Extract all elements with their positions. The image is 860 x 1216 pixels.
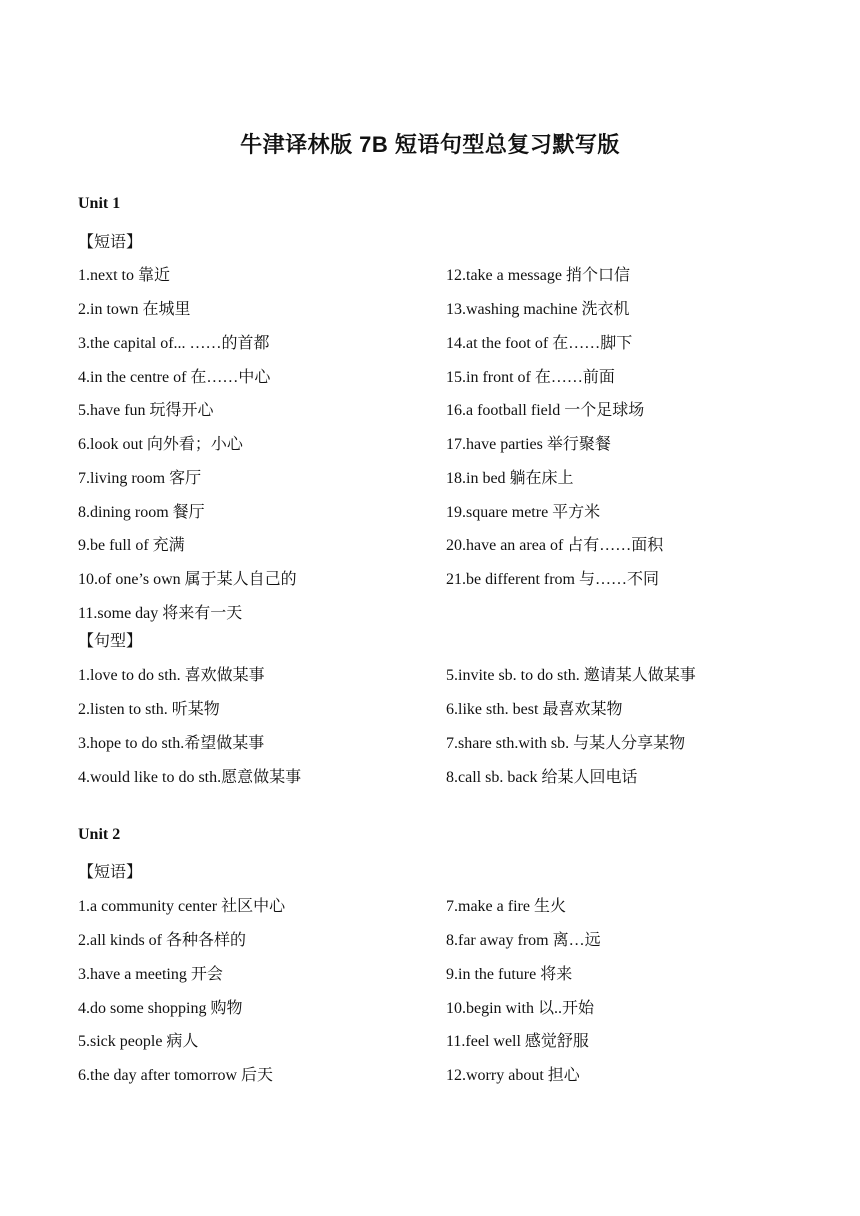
phrase-item: 19.square metre 平方米 bbox=[446, 504, 601, 521]
phrase-item: 4.in the centre of 在……中心 bbox=[78, 369, 271, 386]
phrase-item: 13.washing machine 洗衣机 bbox=[446, 301, 630, 318]
unit-1-phrases-label: 【短语】 bbox=[78, 234, 143, 251]
phrase-item: 7.living room 客厅 bbox=[78, 470, 202, 487]
sentence-row bbox=[78, 730, 798, 754]
phrase-row bbox=[78, 296, 798, 320]
sentence-item: 8.call sb. back 给某人回电话 bbox=[446, 769, 638, 786]
phrase-item: 16.a football field 一个足球场 bbox=[446, 402, 645, 419]
phrase-item: 20.have an area of 占有……面积 bbox=[446, 537, 664, 554]
sentence-item: 1.love to do sth. 喜欢做某事 bbox=[78, 667, 265, 684]
phrase-item: 12.worry about 担心 bbox=[446, 1067, 580, 1084]
phrase-item: 15.in front of 在……前面 bbox=[446, 369, 615, 386]
phrase-item: 18.in bed 躺在床上 bbox=[446, 470, 574, 487]
phrase-item: 2.in town 在城里 bbox=[78, 301, 191, 318]
unit-1-sentences-label: 【句型】 bbox=[78, 633, 143, 650]
phrase-item: 1.next to 靠近 bbox=[78, 267, 170, 284]
phrase-item: 7.make a fire 生火 bbox=[446, 898, 566, 915]
phrase-item: 11.some day 将来有一天 bbox=[78, 605, 243, 622]
phrase-item: 14.at the foot of 在……脚下 bbox=[446, 335, 633, 352]
unit-2-phrases-label: 【短语】 bbox=[78, 864, 143, 881]
sentence-item: 4.would like to do sth.愿意做某事 bbox=[78, 769, 302, 786]
phrase-item: 9.in the future 将来 bbox=[446, 966, 573, 983]
phrase-row bbox=[78, 364, 798, 388]
phrase-row bbox=[78, 1062, 798, 1086]
phrase-item: 6.the day after tomorrow 后天 bbox=[78, 1067, 274, 1084]
phrase-row bbox=[78, 532, 798, 556]
phrase-item: 5.sick people 病人 bbox=[78, 1033, 199, 1050]
phrase-item: 4.do some shopping 购物 bbox=[78, 1000, 243, 1017]
phrase-row bbox=[78, 961, 798, 985]
phrase-item: 2.all kinds of 各种各样的 bbox=[78, 932, 246, 949]
phrase-item: 11.feel well 感觉舒服 bbox=[446, 1033, 589, 1050]
phrase-row bbox=[78, 499, 798, 523]
phrase-item: 6.look out 向外看；小心 bbox=[78, 436, 243, 453]
sentence-row bbox=[78, 764, 798, 788]
phrase-row bbox=[78, 397, 798, 421]
unit-2-heading: Unit 2 bbox=[78, 826, 121, 843]
sentence-item: 5.invite sb. to do sth. 邀请某人做某事 bbox=[446, 667, 696, 684]
phrase-row bbox=[78, 566, 798, 590]
phrase-item: 3.the capital of... ……的首都 bbox=[78, 335, 270, 352]
sentence-item: 7.share sth.with sb. 与某人分享某物 bbox=[446, 735, 686, 752]
sentence-item: 6.like sth. best 最喜欢某物 bbox=[446, 701, 623, 718]
phrase-row bbox=[78, 465, 798, 489]
sentence-row bbox=[78, 662, 798, 686]
phrase-row bbox=[78, 600, 798, 624]
phrase-row bbox=[78, 330, 798, 354]
phrase-item: 8.far away from 离…远 bbox=[446, 932, 601, 949]
phrase-row bbox=[78, 927, 798, 951]
sentence-item: 2.listen to sth. 听某物 bbox=[78, 701, 220, 718]
phrase-item: 3.have a meeting 开会 bbox=[78, 966, 223, 983]
phrase-item: 17.have parties 举行聚餐 bbox=[446, 436, 611, 453]
phrase-row bbox=[78, 1028, 798, 1052]
phrase-row bbox=[78, 995, 798, 1019]
phrase-item: 12.take a message 捎个口信 bbox=[446, 267, 630, 284]
phrase-row bbox=[78, 431, 798, 455]
phrase-item: 1.a community center 社区中心 bbox=[78, 898, 286, 915]
sentence-row bbox=[78, 696, 798, 720]
phrase-item: 9.be full of 充满 bbox=[78, 537, 185, 554]
page-title: 牛津译林版 7B 短语句型总复习默写版 bbox=[240, 132, 620, 157]
sentence-item: 3.hope to do sth.希望做某事 bbox=[78, 735, 265, 752]
phrase-item: 8.dining room 餐厅 bbox=[78, 504, 205, 521]
phrase-item: 5.have fun 玩得开心 bbox=[78, 402, 214, 419]
phrase-row bbox=[78, 893, 798, 917]
phrase-item: 10.begin with 以..开始 bbox=[446, 1000, 594, 1017]
unit-1-heading: Unit 1 bbox=[78, 195, 121, 212]
phrase-item: 21.be different from 与……不同 bbox=[446, 571, 659, 588]
phrase-row bbox=[78, 262, 798, 286]
phrase-item: 10.of one’s own 属于某人自己的 bbox=[78, 571, 297, 588]
